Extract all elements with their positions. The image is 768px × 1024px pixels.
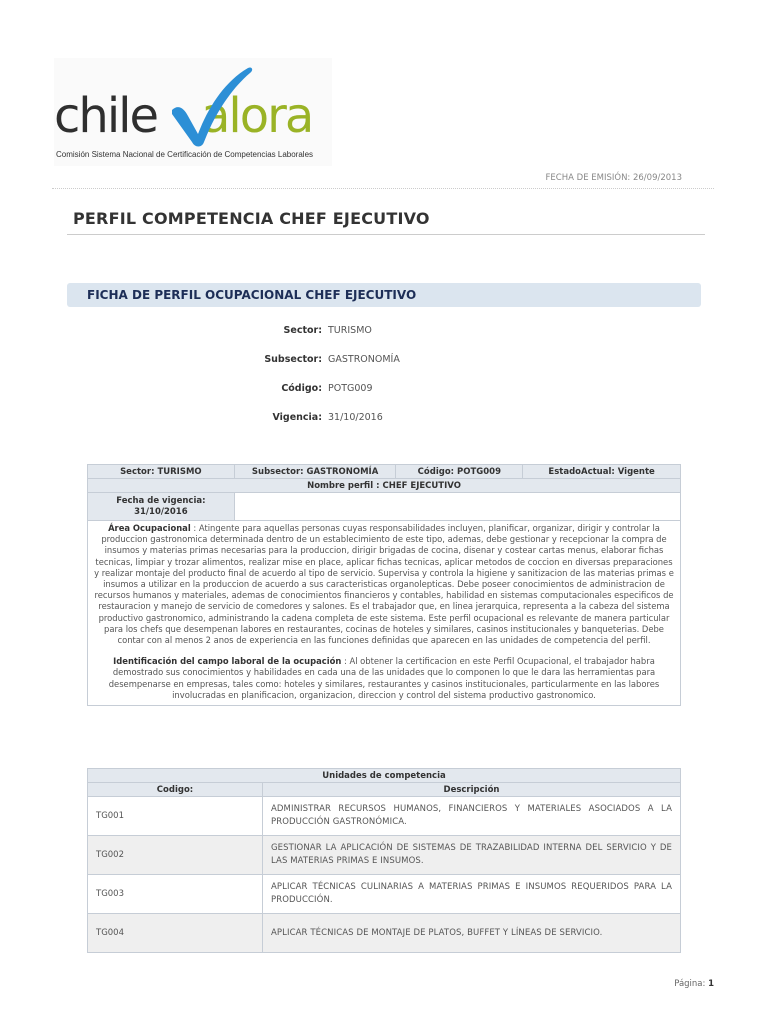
campo-laboral-label: Identificación del campo laboral de la ocupación xyxy=(113,656,342,667)
table-row xyxy=(88,465,681,479)
units-table xyxy=(87,768,681,953)
section-title: FICHA DE PERFIL OCUPACIONAL CHEF EJECUTIVO xyxy=(87,288,417,302)
chilevalora-logo xyxy=(54,58,332,166)
fecha-vigencia-cell xyxy=(88,493,235,521)
unit-desc: GESTIONAR LA APLICACIÓN DE SISTEMAS DE TRAZABILIDAD INTERNA DEL SERVICIO Y DE LAS MATERIAS PRIMAS E INSUMOS. xyxy=(263,836,681,875)
logo-wordmark-left: chile xyxy=(54,88,158,144)
fecha-vigencia-empty xyxy=(234,493,680,521)
table-row xyxy=(88,783,681,797)
header-subsector: Subsector: GASTRONOMÍA xyxy=(234,465,396,479)
issue-date: FECHA DE EMISIÓN: 26/09/2013 xyxy=(545,173,682,183)
column-header-code: Codigo: xyxy=(88,783,263,797)
fecha-vigencia-value: 31/10/2016 xyxy=(134,506,188,517)
field-label: Subsector: xyxy=(264,354,322,365)
unit-code: TG004 xyxy=(88,914,263,953)
table-row xyxy=(88,479,681,493)
table-row xyxy=(88,769,681,783)
unit-desc: ADMINISTRAR RECURSOS HUMANOS, FINANCIEROS Y MATERIALES ASOCIADOS A LA PRODUCCIÓN GASTRONÓMICA. xyxy=(263,797,681,836)
field-value: POTG009 xyxy=(328,383,373,394)
fecha-vigencia-label: Fecha de vigencia: xyxy=(116,495,206,506)
section-header xyxy=(67,283,701,307)
field-value: 31/10/2016 xyxy=(328,412,383,423)
profile-table xyxy=(87,464,681,706)
logo-checkmark-icon xyxy=(164,64,254,150)
table-row xyxy=(88,493,681,521)
unit-code: TG002 xyxy=(88,836,263,875)
unit-desc: APLICAR TÉCNICAS CULINARIAS A MATERIAS PRIMAS E INSUMOS REQUERIDOS PARA LA PRODUCCIÓN. xyxy=(263,875,681,914)
profile-description xyxy=(88,521,681,706)
page-title: PERFIL COMPETENCIA CHEF EJECUTIVO xyxy=(73,209,430,228)
table-row xyxy=(88,797,681,836)
field-value: GASTRONOMÍA xyxy=(328,354,400,365)
field-value: TURISMO xyxy=(328,325,372,336)
area-ocupacional-text: : Atingente para aquellas personas cuyas responsabilidades incluyen, planificar, organizar, dirigir y controlar la produccion gastronomica determinada dentro de un establecimiento de este tipo, ademas, debe gestionar y recepcionar la compra de insumos y materias primas necesarias para la produccion, dirigir brigadas de cocina, disenar y costear cartas menus, elaborar fichas tecnicas, limpiar y trozar alimentos, realizar mise en place, aplicar fichas tecnicas, aplicar metodos de coccion en diversas preparaciones y realizar montaje del producto final de acuerdo al tipo de servicio. Supervisa y controla la higiene y sanitizacion de las materias primas e insumos a utilizar en la produccion de acuerdo a sus caracteristicas organolepticas. Debe poseer conocimientos de administracion de recursos humanos y materiales, ademas de conocimientos financieros y contables, habilidad en sistemas computacionales especificos de restauracion y manejo de servicio de comedores y salones. Es el trabajador que, en linea jerarquica, representa a la cabeza del sistema productivo gastronomico, administrando la cadena completa de este sistema. Este perfil ocupacional es relevante de manera particular para los chefs que desempenan labores en restaurantes, cocinas de hoteles y similares, casinos institucionales y banqueterias. Debe contar con al menos 2 anos de experiencia en las funciones definidas que aparecen en las unidades de competencia del perfil. xyxy=(94,523,674,646)
field-label: Código: xyxy=(281,383,322,394)
page-label: Página: xyxy=(674,979,706,989)
table-row xyxy=(88,914,681,953)
page-value: 1 xyxy=(708,979,714,989)
campo-laboral xyxy=(94,656,674,701)
field-label: Sector: xyxy=(283,325,322,336)
unit-code: TG003 xyxy=(88,875,263,914)
column-header-desc: Descripción xyxy=(263,783,681,797)
logo-tagline: Comisión Sistema Nacional de Certificación de Competencias Laborales xyxy=(56,150,314,159)
header-codigo: Código: POTG009 xyxy=(396,465,523,479)
unit-desc: APLICAR TÉCNICAS DE MONTAJE DE PLATOS, BUFFET Y LÍNEAS DE SERVICIO. xyxy=(263,914,681,953)
field-label: Vigencia: xyxy=(272,412,322,423)
area-ocupacional-label: Área Ocupacional xyxy=(108,523,191,533)
campo-laboral-text: : Al obtener la certificacion en este Perfil Ocupacional, el trabajador habra demostrado sus conocimientos y habilidades en cada una de las unidades que lo componen lo que le dara las herramientas para desempenarse en empresas, tales como: hoteles y similares, restaurantes y casinos institucionales, particularmente en las labores involucradas en planificacion, organizacion, direccion y control del sistema productivo gastronomico. xyxy=(108,656,660,700)
header-estado: EstadoActual: Vigente xyxy=(523,465,681,479)
table-row xyxy=(88,875,681,914)
area-ocupacional xyxy=(94,523,674,646)
table-row xyxy=(88,836,681,875)
table-row xyxy=(88,521,681,706)
unit-code: TG001 xyxy=(88,797,263,836)
title-divider xyxy=(67,234,705,235)
logo-wordmark-right: alora xyxy=(201,88,313,144)
header-sector: Sector: TURISMO xyxy=(88,465,235,479)
header-nombre-perfil: Nombre perfil : CHEF EJECUTIVO xyxy=(88,479,681,493)
page-number xyxy=(674,979,714,989)
header-divider xyxy=(52,188,714,189)
units-title: Unidades de competencia xyxy=(88,769,681,783)
